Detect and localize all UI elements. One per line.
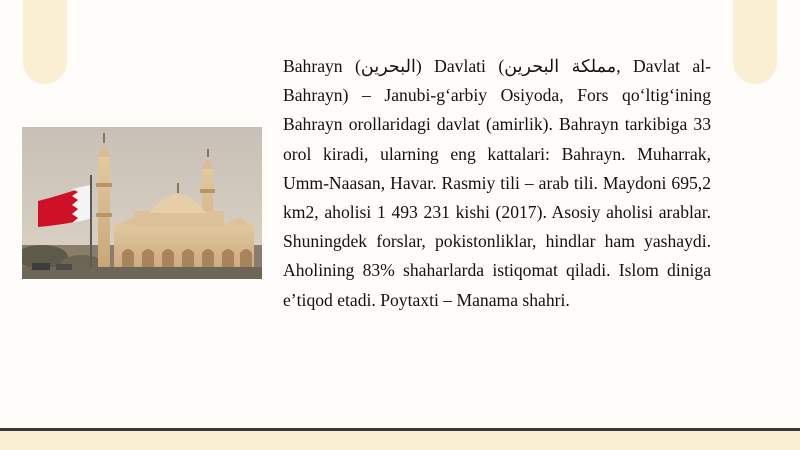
top-right-decorative-tab: [733, 0, 777, 84]
top-left-decorative-tab: [23, 0, 67, 84]
bahrain-mosque-photo: [22, 127, 262, 279]
bottom-decorative-band: [0, 431, 800, 450]
bahrain-description-text: Bahrayn (البحرين) Davlati (مملكة البحرين, Davlat al-Bahrayn) – Janubi-gʻarbiy Osiyoda, Fors qoʻltigʻining Bahrayn orollaridagi davlat (amirlik). Bahrayn tarkibiga 33 orol kiradi, ularning eng kattalari: Bahrayn. Muharrak, Umm-Naasan, Havar. Rasmiy tili – arab tili. Maydoni 695,2 km2, aholisi 1 493 231 kishi (2017). Asosiy aholisi arablar. Shuningdek forslar, pokistonliklar, hindlar ham yashaydi. Aholining 83% shaharlarda istiqomat qiladi. Islom diniga eʼtiqod etadi. Poytaxti – Manama shahri.: [283, 56, 711, 310]
